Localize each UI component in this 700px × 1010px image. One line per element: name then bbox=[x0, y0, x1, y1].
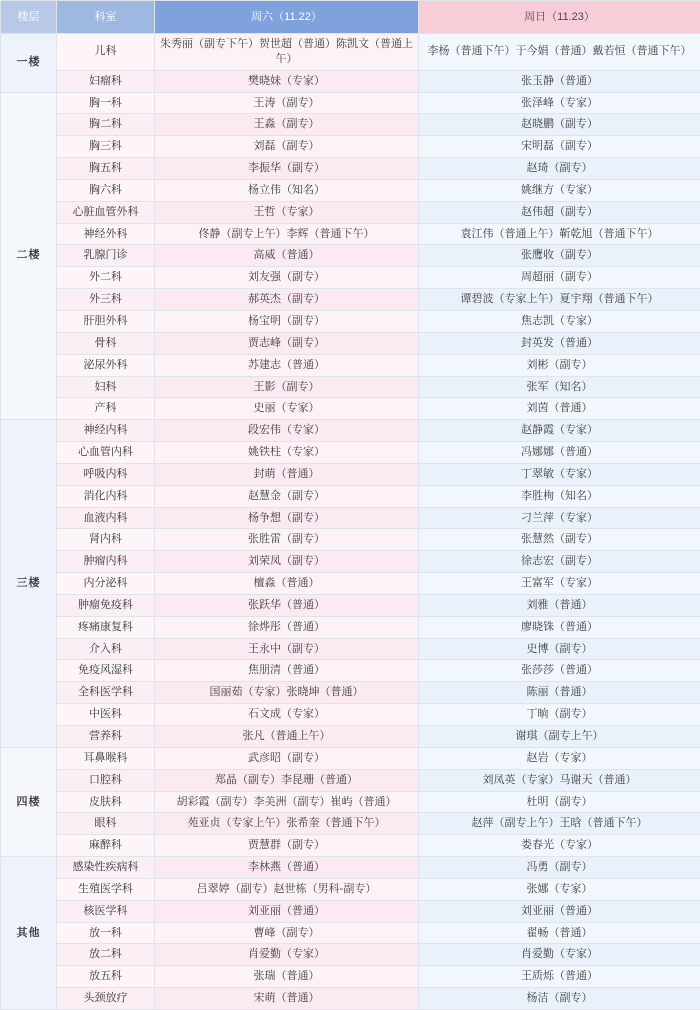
department-name: 中医科 bbox=[57, 704, 155, 726]
saturday-doctors: 刘荣凤（副专） bbox=[155, 551, 419, 573]
table-row bbox=[1, 747, 700, 769]
table-row bbox=[1, 398, 700, 420]
saturday-doctors: 张跃华（普通） bbox=[155, 594, 419, 616]
department-name: 放二科 bbox=[57, 944, 155, 966]
department-name: 生殖医学科 bbox=[57, 878, 155, 900]
sunday-doctors: 王质烁（普通） bbox=[419, 966, 700, 988]
department-name: 营养科 bbox=[57, 726, 155, 748]
sunday-doctors: 周超丽（副专） bbox=[419, 267, 700, 289]
table-row bbox=[1, 376, 700, 398]
table-row bbox=[1, 70, 700, 92]
saturday-doctors: 宋萌（普通） bbox=[155, 988, 419, 1010]
table-row bbox=[1, 835, 700, 857]
department-name: 神经外科 bbox=[57, 223, 155, 245]
department-name: 外三科 bbox=[57, 289, 155, 311]
saturday-doctors: 王哲（专家） bbox=[155, 201, 419, 223]
saturday-doctors: 郝英杰（副专） bbox=[155, 289, 419, 311]
department-name: 乳腺门诊 bbox=[57, 245, 155, 267]
floor-label: 其他 bbox=[1, 857, 57, 1010]
table-row bbox=[1, 92, 700, 114]
sunday-doctors: 赵萍（副专上午）王晗（普通下午） bbox=[419, 813, 700, 835]
saturday-doctors: 张凡（普通上午） bbox=[155, 726, 419, 748]
department-name: 胸五科 bbox=[57, 158, 155, 180]
table-row bbox=[1, 289, 700, 311]
table-row bbox=[1, 551, 700, 573]
saturday-doctors: 刘亚丽（普通） bbox=[155, 900, 419, 922]
sunday-doctors: 赵静霞（专家） bbox=[419, 420, 700, 442]
department-name: 呼吸内科 bbox=[57, 463, 155, 485]
sunday-doctors: 娄春光（专家） bbox=[419, 835, 700, 857]
sunday-doctors: 刘彬（副专） bbox=[419, 354, 700, 376]
department-name: 消化内科 bbox=[57, 485, 155, 507]
saturday-doctors: 樊晓妹（专家） bbox=[155, 70, 419, 92]
table-row bbox=[1, 704, 700, 726]
department-name: 皮肤科 bbox=[57, 791, 155, 813]
department-name: 头颈放疗 bbox=[57, 988, 155, 1010]
column-header-saturday: 周六（11.22） bbox=[155, 1, 419, 34]
sunday-doctors: 杨洁（副专） bbox=[419, 988, 700, 1010]
saturday-doctors: 刘友强（副专） bbox=[155, 267, 419, 289]
sunday-doctors: 丁翠敏（专家） bbox=[419, 463, 700, 485]
saturday-doctors: 王影（副专） bbox=[155, 376, 419, 398]
department-name: 内分泌科 bbox=[57, 573, 155, 595]
table-row bbox=[1, 354, 700, 376]
table-row bbox=[1, 878, 700, 900]
sunday-doctors: 冯娜娜（普通） bbox=[419, 442, 700, 464]
table-row bbox=[1, 616, 700, 638]
saturday-doctors: 段宏伟（专家） bbox=[155, 420, 419, 442]
table-row bbox=[1, 442, 700, 464]
department-name: 产科 bbox=[57, 398, 155, 420]
table-row bbox=[1, 900, 700, 922]
table-row bbox=[1, 420, 700, 442]
department-name: 胸六科 bbox=[57, 179, 155, 201]
table-row bbox=[1, 594, 700, 616]
table-row bbox=[1, 507, 700, 529]
saturday-doctors: 檀淼（普通） bbox=[155, 573, 419, 595]
sunday-doctors: 廖晓铢（普通） bbox=[419, 616, 700, 638]
column-header-floor: 楼层 bbox=[1, 1, 57, 34]
department-name: 麻醉科 bbox=[57, 835, 155, 857]
table-row bbox=[1, 769, 700, 791]
floor-label: 二楼 bbox=[1, 92, 57, 420]
table-row bbox=[1, 857, 700, 879]
table-row bbox=[1, 34, 700, 71]
table-row bbox=[1, 791, 700, 813]
department-name: 肿瘤内科 bbox=[57, 551, 155, 573]
department-name: 神经内科 bbox=[57, 420, 155, 442]
table-row bbox=[1, 922, 700, 944]
sunday-doctors: 翟畅（普通） bbox=[419, 922, 700, 944]
department-name: 放五科 bbox=[57, 966, 155, 988]
department-name: 介入科 bbox=[57, 638, 155, 660]
table-row bbox=[1, 573, 700, 595]
column-header-department: 科室 bbox=[57, 1, 155, 34]
sunday-doctors: 史博（副专） bbox=[419, 638, 700, 660]
department-name: 眼科 bbox=[57, 813, 155, 835]
sunday-doctors: 焦志凯（专家） bbox=[419, 310, 700, 332]
department-name: 肿瘤免疫科 bbox=[57, 594, 155, 616]
department-name: 妇科 bbox=[57, 376, 155, 398]
saturday-doctors: 国丽茹（专家）张晓坤（普通） bbox=[155, 682, 419, 704]
sunday-doctors: 李胜栒（知名） bbox=[419, 485, 700, 507]
department-name: 胸一科 bbox=[57, 92, 155, 114]
table-row bbox=[1, 638, 700, 660]
department-name: 妇瘤科 bbox=[57, 70, 155, 92]
saturday-doctors: 张胜雷（副专） bbox=[155, 529, 419, 551]
table-row bbox=[1, 201, 700, 223]
department-name: 放一科 bbox=[57, 922, 155, 944]
table-row bbox=[1, 682, 700, 704]
saturday-doctors: 王淼（副专） bbox=[155, 114, 419, 136]
sunday-doctors: 徐志宏（副专） bbox=[419, 551, 700, 573]
sunday-doctors: 张慧然（副专） bbox=[419, 529, 700, 551]
sunday-doctors: 袁江伟（普通上午）靳乾旭（普通下午） bbox=[419, 223, 700, 245]
saturday-doctors: 吕翠婷（副专）赵世栋（男科-副专） bbox=[155, 878, 419, 900]
sunday-doctors: 张泽峰（专家） bbox=[419, 92, 700, 114]
table-row bbox=[1, 136, 700, 158]
table-row bbox=[1, 944, 700, 966]
saturday-doctors: 杨争想（副专） bbox=[155, 507, 419, 529]
saturday-doctors: 高威（普通） bbox=[155, 245, 419, 267]
department-name: 儿科 bbox=[57, 34, 155, 71]
table-row bbox=[1, 114, 700, 136]
sunday-doctors: 刁兰萍（专家） bbox=[419, 507, 700, 529]
sunday-doctors: 刘凤英（专家）马谢天（普通） bbox=[419, 769, 700, 791]
department-name: 骨科 bbox=[57, 332, 155, 354]
saturday-doctors: 朱秀丽（副专下午）贺世超（普通）陈凯文（普通上午） bbox=[155, 34, 419, 71]
saturday-doctors: 李林燕（普通） bbox=[155, 857, 419, 879]
saturday-doctors: 封萌（普通） bbox=[155, 463, 419, 485]
sunday-doctors: 陈丽（普通） bbox=[419, 682, 700, 704]
sunday-doctors: 李杨（普通下午）于今娟（普通）戴若恒（普通下午） bbox=[419, 34, 700, 71]
table-row bbox=[1, 332, 700, 354]
saturday-doctors: 刘磊（副专） bbox=[155, 136, 419, 158]
table-row bbox=[1, 310, 700, 332]
saturday-doctors: 苏建志（普通） bbox=[155, 354, 419, 376]
table-row bbox=[1, 726, 700, 748]
saturday-doctors: 武彦昭（副专） bbox=[155, 747, 419, 769]
department-name: 胸三科 bbox=[57, 136, 155, 158]
saturday-doctors: 赵慧金（副专） bbox=[155, 485, 419, 507]
sunday-doctors: 张玉静（普通） bbox=[419, 70, 700, 92]
department-name: 耳鼻喉科 bbox=[57, 747, 155, 769]
saturday-doctors: 王涛（副专） bbox=[155, 92, 419, 114]
table-row bbox=[1, 463, 700, 485]
table-body bbox=[1, 34, 700, 1010]
department-name: 肝胆外科 bbox=[57, 310, 155, 332]
sunday-doctors: 张莎莎（普通） bbox=[419, 660, 700, 682]
sunday-doctors: 冯勇（副专） bbox=[419, 857, 700, 879]
saturday-doctors: 杨立伟（知名） bbox=[155, 179, 419, 201]
department-name: 心血管内科 bbox=[57, 442, 155, 464]
table-row bbox=[1, 813, 700, 835]
saturday-doctors: 徐烨彤（普通） bbox=[155, 616, 419, 638]
table-row bbox=[1, 988, 700, 1010]
saturday-doctors: 李振华（副专） bbox=[155, 158, 419, 180]
table-row bbox=[1, 179, 700, 201]
floor-label: 四楼 bbox=[1, 747, 57, 856]
saturday-doctors: 焦朋清（普通） bbox=[155, 660, 419, 682]
department-name: 胸二科 bbox=[57, 114, 155, 136]
saturday-doctors: 王永中（副专） bbox=[155, 638, 419, 660]
table-header bbox=[1, 1, 700, 34]
saturday-doctors: 肖爱勤（专家） bbox=[155, 944, 419, 966]
saturday-doctors: 贾慧群（副专） bbox=[155, 835, 419, 857]
department-name: 外二科 bbox=[57, 267, 155, 289]
sunday-doctors: 谢琪（副专上午） bbox=[419, 726, 700, 748]
sunday-doctors: 赵岩（专家） bbox=[419, 747, 700, 769]
saturday-doctors: 杨宝明（副专） bbox=[155, 310, 419, 332]
table-row bbox=[1, 660, 700, 682]
saturday-doctors: 胡彩霞（副专）李美洲（副专）崔屿（普通） bbox=[155, 791, 419, 813]
table-row bbox=[1, 529, 700, 551]
saturday-doctors: 姚铁柱（专家） bbox=[155, 442, 419, 464]
sunday-doctors: 谭碧波（专家上午）夏宇翔（普通下午） bbox=[419, 289, 700, 311]
department-name: 免疫风湿科 bbox=[57, 660, 155, 682]
saturday-doctors: 石文成（专家） bbox=[155, 704, 419, 726]
sunday-doctors: 赵琦（副专） bbox=[419, 158, 700, 180]
table-row bbox=[1, 485, 700, 507]
department-name: 疼痛康复科 bbox=[57, 616, 155, 638]
department-name: 口腔科 bbox=[57, 769, 155, 791]
sunday-doctors: 张鹰收（副专） bbox=[419, 245, 700, 267]
sunday-doctors: 丁晌（副专） bbox=[419, 704, 700, 726]
table-row bbox=[1, 245, 700, 267]
table-row bbox=[1, 267, 700, 289]
department-name: 全科医学科 bbox=[57, 682, 155, 704]
department-name: 感染性疾病科 bbox=[57, 857, 155, 879]
sunday-doctors: 张军（知名） bbox=[419, 376, 700, 398]
sunday-doctors: 杜明（副专） bbox=[419, 791, 700, 813]
saturday-doctors: 苑亚贞（专家上午）张希奎（普通下午） bbox=[155, 813, 419, 835]
sunday-doctors: 赵伟超（副专） bbox=[419, 201, 700, 223]
floor-label: 一楼 bbox=[1, 34, 57, 93]
saturday-doctors: 佟静（副专上午）李辉（普通下午） bbox=[155, 223, 419, 245]
floor-label: 三楼 bbox=[1, 420, 57, 748]
sunday-doctors: 宋明磊（副专） bbox=[419, 136, 700, 158]
table-row bbox=[1, 966, 700, 988]
saturday-doctors: 史丽（专家） bbox=[155, 398, 419, 420]
saturday-doctors: 曹峰（副专） bbox=[155, 922, 419, 944]
sunday-doctors: 刘亚丽（普通） bbox=[419, 900, 700, 922]
sunday-doctors: 封英发（普通） bbox=[419, 332, 700, 354]
sunday-doctors: 肖爱勤（专家） bbox=[419, 944, 700, 966]
column-header-sunday: 周日（11.23） bbox=[419, 1, 700, 34]
saturday-doctors: 张瑞（普通） bbox=[155, 966, 419, 988]
department-name: 核医学科 bbox=[57, 900, 155, 922]
department-name: 血液内科 bbox=[57, 507, 155, 529]
table-row bbox=[1, 158, 700, 180]
saturday-doctors: 郑晶（副专）李昆珊（普通） bbox=[155, 769, 419, 791]
saturday-doctors: 贾志峰（副专） bbox=[155, 332, 419, 354]
department-name: 心脏血管外科 bbox=[57, 201, 155, 223]
department-name: 泌尿外科 bbox=[57, 354, 155, 376]
sunday-doctors: 刘雅（普通） bbox=[419, 594, 700, 616]
sunday-doctors: 姚继方（专家） bbox=[419, 179, 700, 201]
sunday-doctors: 刘茵（普通） bbox=[419, 398, 700, 420]
sunday-doctors: 赵晓鹏（副专） bbox=[419, 114, 700, 136]
sunday-doctors: 王富军（专家） bbox=[419, 573, 700, 595]
department-name: 肾内科 bbox=[57, 529, 155, 551]
table-row bbox=[1, 223, 700, 245]
header-row bbox=[1, 1, 700, 34]
sunday-doctors: 张娜（专家） bbox=[419, 878, 700, 900]
